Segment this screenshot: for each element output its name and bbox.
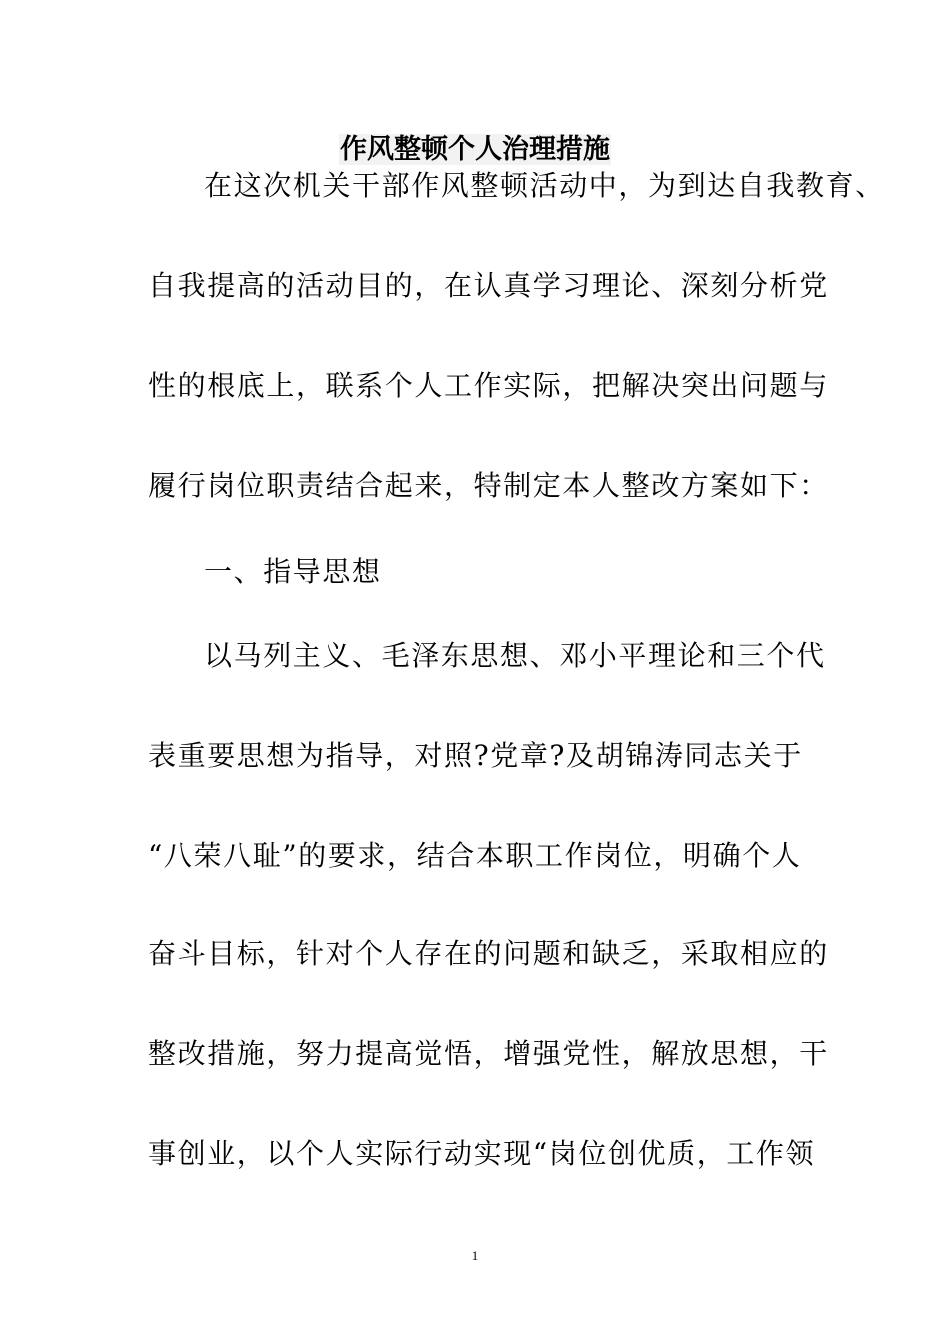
body-line-11: 事创业，以个人实际行动实现“岗位创优质，工作领 bbox=[148, 1137, 816, 1170]
document-title-text: 作风整顿个人治理措施 bbox=[340, 134, 610, 165]
document-title bbox=[0, 132, 950, 168]
body-line-7: 表重要思想为指导，对照?党章?及胡锦涛同志关于 bbox=[148, 739, 803, 772]
body-line-1: 在这次机关干部作风整顿活动中，为到达自我教育、 bbox=[204, 169, 885, 202]
section-heading-guiding-ideology: 一、指导思想 bbox=[204, 555, 382, 588]
body-line-3: 性的根底上，联系个人工作实际，把解决突出问题与 bbox=[148, 369, 829, 402]
body-line-9: 奋斗目标，针对个人存在的问题和缺乏，采取相应的 bbox=[148, 937, 829, 970]
body-line-10: 整改措施，努力提高觉悟，增强党性，解放思想，干 bbox=[148, 1037, 829, 1070]
body-line-8: “八荣八耻”的要求，结合本职工作岗位，明确个人 bbox=[148, 839, 802, 872]
body-line-6: 以马列主义、毛泽东思想、邓小平理论和三个代 bbox=[204, 639, 826, 672]
body-line-4: 履行岗位职责结合起来，特制定本人整改方案如下： bbox=[148, 469, 829, 502]
page-number: 1 bbox=[471, 1248, 479, 1263]
body-line-2: 自我提高的活动目的，在认真学习理论、深刻分析党 bbox=[148, 269, 829, 302]
